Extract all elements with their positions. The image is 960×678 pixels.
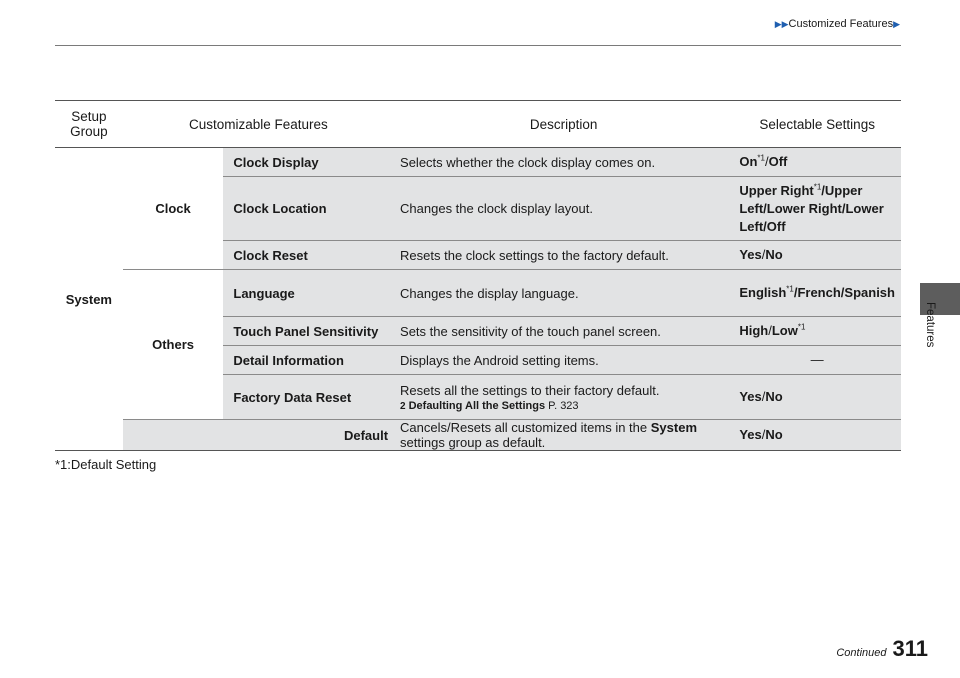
customization-table [55, 100, 901, 451]
reference-icon: 2 [400, 400, 406, 412]
col-header-setup-group: Setup Group [55, 101, 123, 148]
selectable-settings: Yes/No [733, 241, 901, 270]
feature-name: Factory Data Reset [223, 375, 394, 420]
selectable-settings: Yes/No [733, 420, 901, 451]
feature-description [394, 375, 733, 420]
feature-name: Default [123, 420, 394, 451]
page-number: 311 [892, 636, 928, 661]
description-text: Resets all the settings to their factory default. [400, 382, 660, 398]
feature-description: Cancels/Resets all customized items in the System settings group as default. [394, 420, 733, 451]
table-row [55, 270, 901, 317]
side-section-label [924, 296, 944, 356]
col-header-customizable-features: Customizable Features [123, 101, 394, 148]
page-footer [836, 636, 928, 662]
feature-name: Detail Information [223, 346, 394, 375]
col-header-selectable-settings: Selectable Settings [733, 101, 901, 148]
selectable-settings: — [733, 346, 901, 375]
feature-description: Changes the clock display layout. [394, 177, 733, 241]
feature-name: Clock Location [223, 177, 394, 241]
feature-name: Touch Panel Sensitivity [223, 317, 394, 346]
selectable-settings: On$^{*1}$/Off [733, 148, 901, 177]
feature-description: Displays the Android setting items. [394, 346, 733, 375]
feature-description: Changes the display language. [394, 270, 733, 317]
feature-name: Language [223, 270, 394, 317]
double-arrow-icon: ▶▶ [774, 19, 789, 29]
continued-label: Continued [836, 647, 887, 659]
selectable-settings: Upper Right$^{*1}$/Upper Left/Lower Right/Lower Left/Off [733, 177, 901, 241]
feature-name: Clock Display [223, 148, 394, 177]
col-header-description: Description [394, 101, 733, 148]
side-section-label-text: Features [924, 302, 936, 348]
selectable-settings: Yes/No [733, 375, 901, 420]
arrow-icon: ▶ [893, 19, 900, 29]
feature-description: Sets the sensitivity of the touch panel screen. [394, 317, 733, 346]
cross-reference-link[interactable]: 2 Defaulting All the Settings P. 323 [400, 399, 579, 412]
subgroup-clock: Clock [123, 148, 224, 270]
table-row-default [55, 420, 901, 451]
subgroup-others: Others [123, 270, 224, 420]
group-system: System [55, 148, 123, 451]
footnote: *1:Default Setting [55, 457, 157, 472]
table-header-row [55, 101, 901, 148]
running-header [0, 18, 900, 30]
feature-description: Resets the clock settings to the factory default. [394, 241, 733, 270]
header-rule [55, 45, 901, 46]
selectable-settings: High/Low$^{*1}$ [733, 317, 901, 346]
table-row [55, 148, 901, 177]
header-section-title: Customized Features [788, 18, 894, 30]
feature-description: Selects whether the clock display comes on. [394, 148, 733, 177]
feature-name: Clock Reset [223, 241, 394, 270]
selectable-settings: English$^{*1}$/French/Spanish [733, 270, 901, 317]
